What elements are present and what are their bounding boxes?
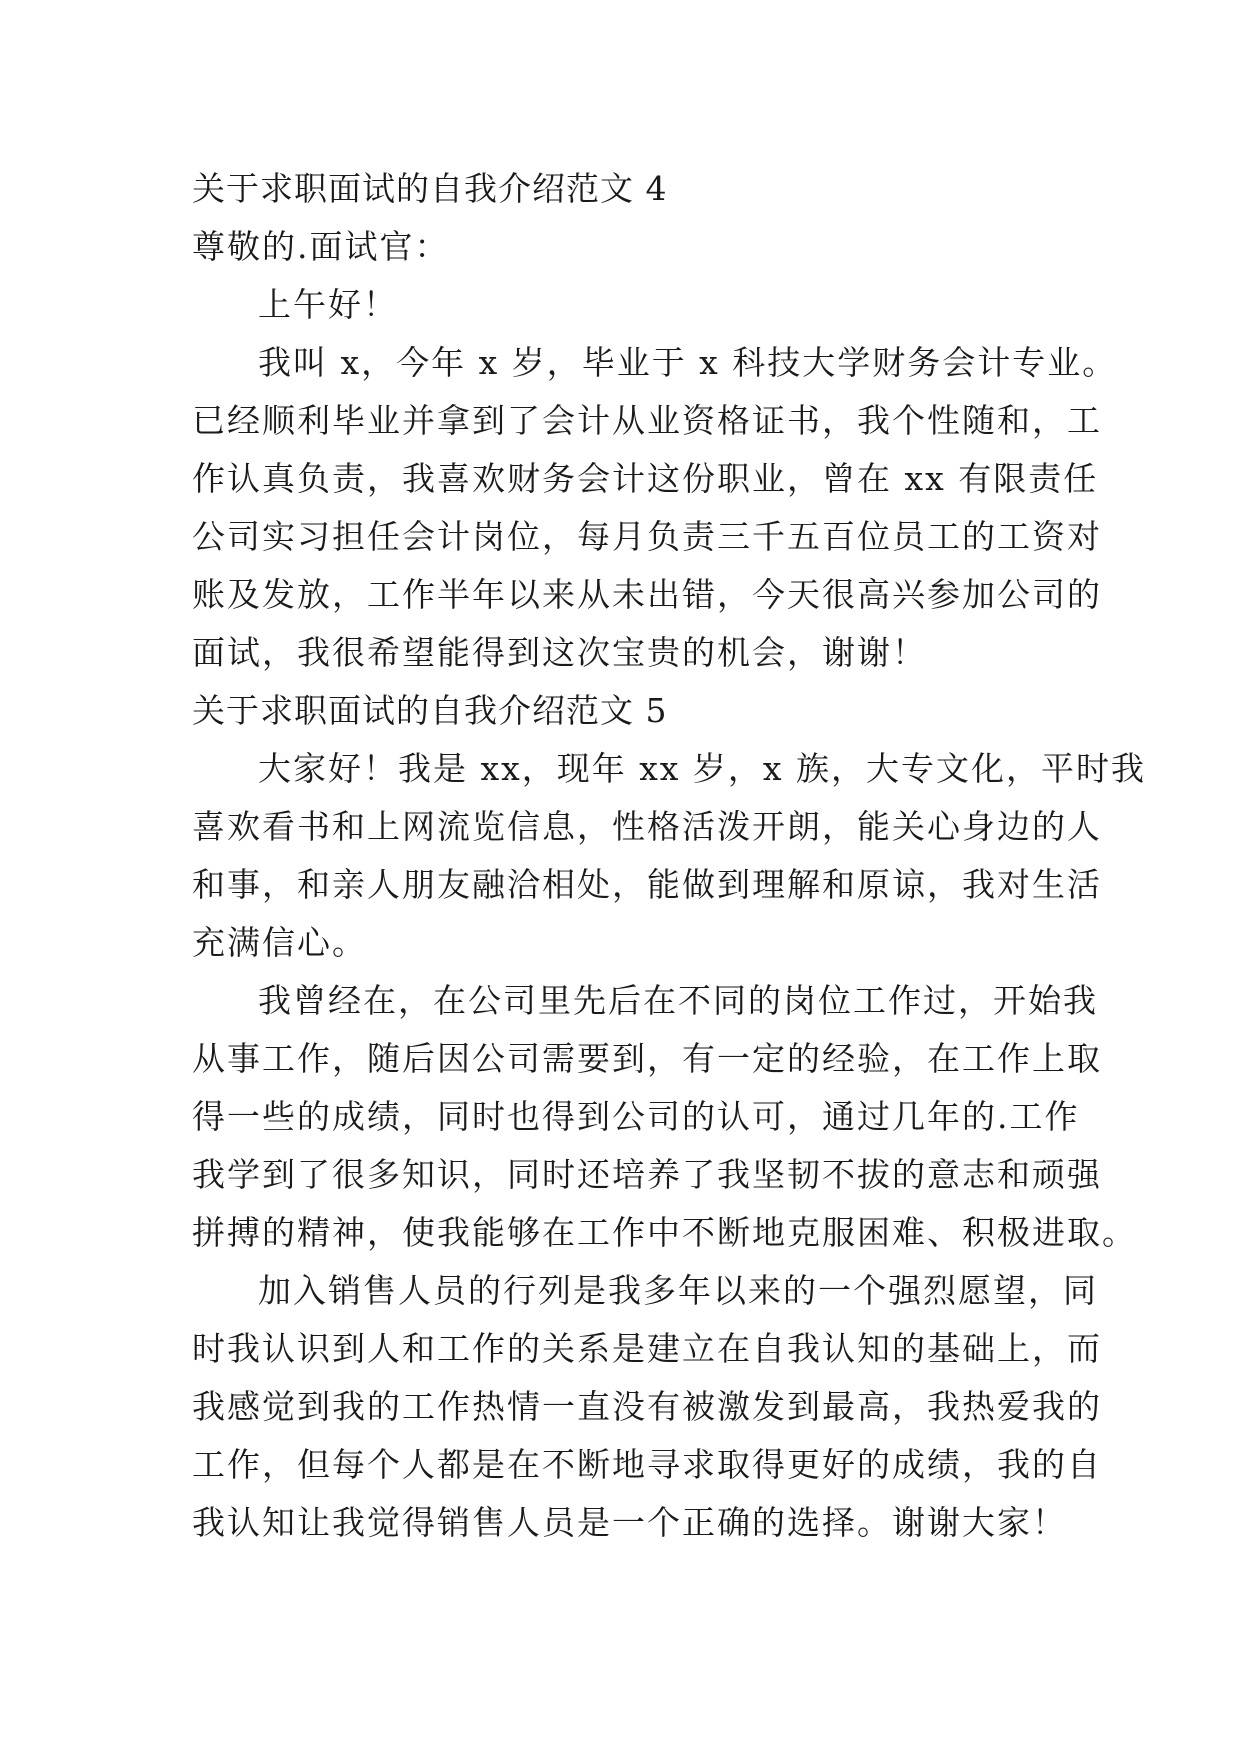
paragraph-line: 公司实习担任会计岗位，每月负责三千五百位员工的工资对 <box>192 517 1102 556</box>
paragraph-5-1 <box>192 740 1147 972</box>
paragraph-line: 和事，和亲人朋友融洽相处，能做到理解和原谅，我对生活 <box>192 865 1102 904</box>
paragraph-line: 我学到了很多知识，同时还培养了我坚韧不拔的意志和顽强 <box>192 1155 1102 1194</box>
paragraph-5-3 <box>192 1262 1102 1552</box>
document-page <box>192 160 1147 1552</box>
paragraph-line: 已经顺利毕业并拿到了会计从业资格证书，我个性随和，工 <box>192 401 1102 440</box>
paragraph-line: 我叫 x，今年 x 岁，毕业于 x 科技大学财务会计专业。 <box>258 343 1118 382</box>
paragraph-line: 面试，我很希望能得到这次宝贵的机会，谢谢！ <box>192 633 927 672</box>
paragraph-line: 我曾经在，在公司里先后在不同的岗位工作过，开始我 <box>258 981 1098 1020</box>
paragraph-line: 我认知让我觉得销售人员是一个正确的选择。谢谢大家！ <box>192 1503 1067 1542</box>
greeting: 上午好！ <box>258 285 398 324</box>
section-heading-5: 关于求职面试的自我介绍范文 5 <box>192 691 668 730</box>
paragraph-line: 得一些的成绩，同时也得到公司的认可，通过几年的.工作 <box>192 1097 1080 1136</box>
paragraph-5-2 <box>192 972 1137 1262</box>
paragraph-line: 从事工作，随后因公司需要到，有一定的经验，在工作上取 <box>192 1039 1102 1078</box>
paragraph-line: 喜欢看书和上网流览信息，性格活泼开朗，能关心身边的人 <box>192 807 1102 846</box>
paragraph-4-1 <box>192 334 1118 682</box>
salutation: 尊敬的.面试官： <box>192 227 450 266</box>
paragraph-line: 时我认识到人和工作的关系是建立在自我认知的基础上，而 <box>192 1329 1102 1368</box>
paragraph-line: 作认真负责，我喜欢财务会计这份职业，曾在 xx 有限责任 <box>192 459 1099 498</box>
paragraph-line: 加入销售人员的行列是我多年以来的一个强烈愿望，同 <box>258 1271 1098 1310</box>
section-heading-4: 关于求职面试的自我介绍范文 4 <box>192 169 668 208</box>
paragraph-line: 拼搏的精神，使我能够在工作中不断地克服困难、积极进取。 <box>192 1213 1137 1252</box>
paragraph-line: 大家好！我是 xx，现年 xx 岁，x 族，大专文化，平时我 <box>258 749 1147 788</box>
paragraph-line: 充满信心。 <box>192 923 367 962</box>
paragraph-line: 账及发放，工作半年以来从未出错，今天很高兴参加公司的 <box>192 575 1102 614</box>
paragraph-line: 我感觉到我的工作热情一直没有被激发到最高，我热爱我的 <box>192 1387 1102 1426</box>
paragraph-line: 工作，但每个人都是在不断地寻求取得更好的成绩，我的自 <box>192 1445 1102 1484</box>
